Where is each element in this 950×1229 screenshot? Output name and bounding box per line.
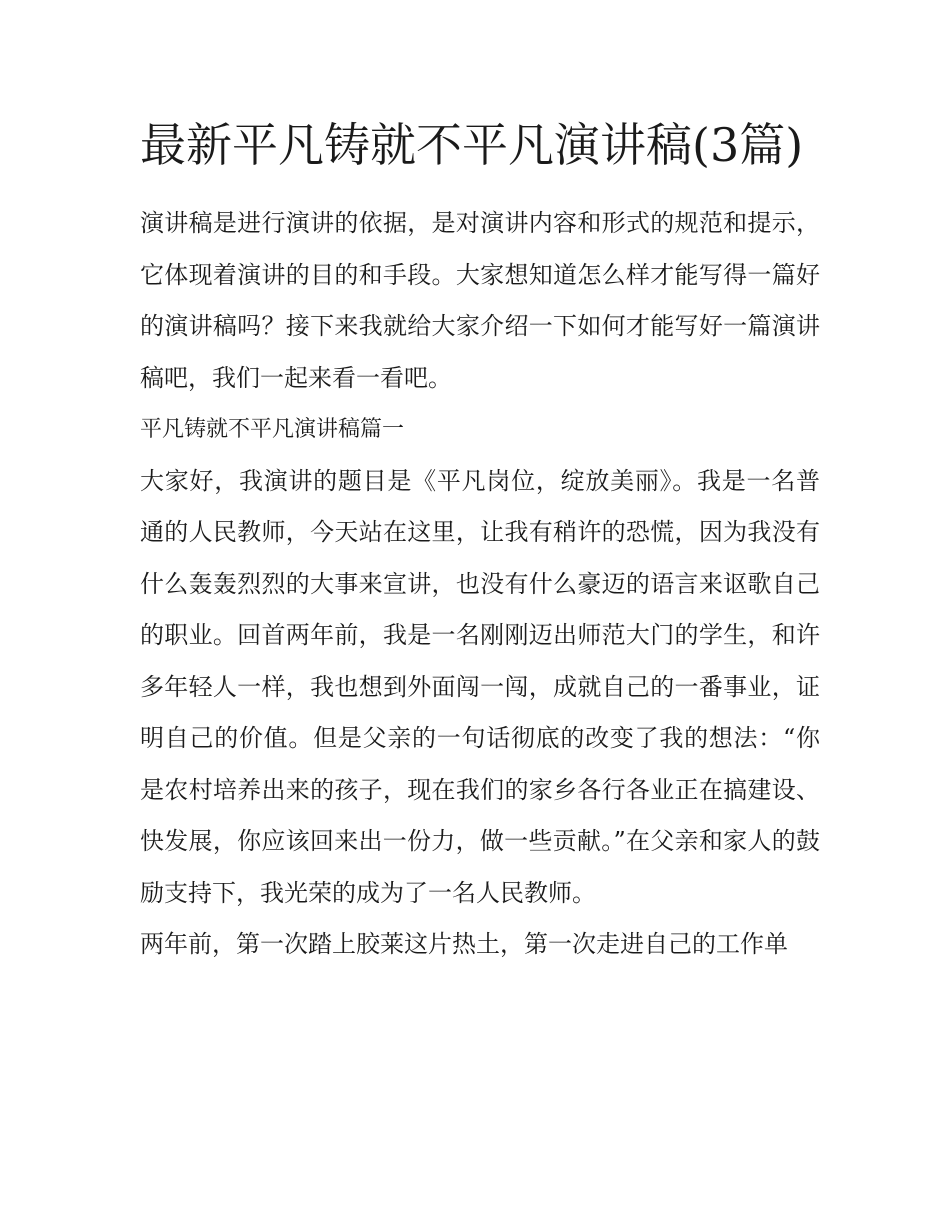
intro-paragraph: 演讲稿是进行演讲的依据，是对演讲内容和形式的规范和提示，它体现着演讲的目的和手段。大家想知道怎么样才能写得一篇好的演讲稿吗？接下来我就给大家介绍一下如何才能写好一篇演讲稿吧，我们一起来看一看吧。 [140, 209, 820, 392]
section-heading: 平凡铸就不平凡演讲稿篇一 [140, 417, 405, 442]
body-paragraph-continued: 两年前，第一次踏上胶莱这片热土，第一次走进自己的工作单 [140, 930, 788, 958]
document-content [140, 108, 820, 971]
document-title: 最新平凡铸就不平凡演讲稿(3篇) [140, 118, 804, 172]
body-paragraph: 大家好，我演讲的题目是《平凡岗位，绽放美丽》。我是一名普通的人民教师，今天站在这里，让我有稍许的恐慌，因为我没有什么轰轰烈烈的大事来宣讲，也没有什么豪迈的语言来讴歌自己的职业。回首两年前，我是一名刚刚迈出师范大门的学生，和许多年轻人一样，我也想到外面闯一闯，成就自己的一番事业，证明自己的价值。但是父亲的一句话彻底的改变了我的想法：“你是农村培养出来的孩子，现在我们的家乡各行各业正在搞建设、快发展，你应该回来出一份力，做一些贡献。”在父亲和家人的鼓励支持下，我光荣的成为了一名人民教师。 [140, 466, 820, 907]
document-body [140, 198, 820, 971]
